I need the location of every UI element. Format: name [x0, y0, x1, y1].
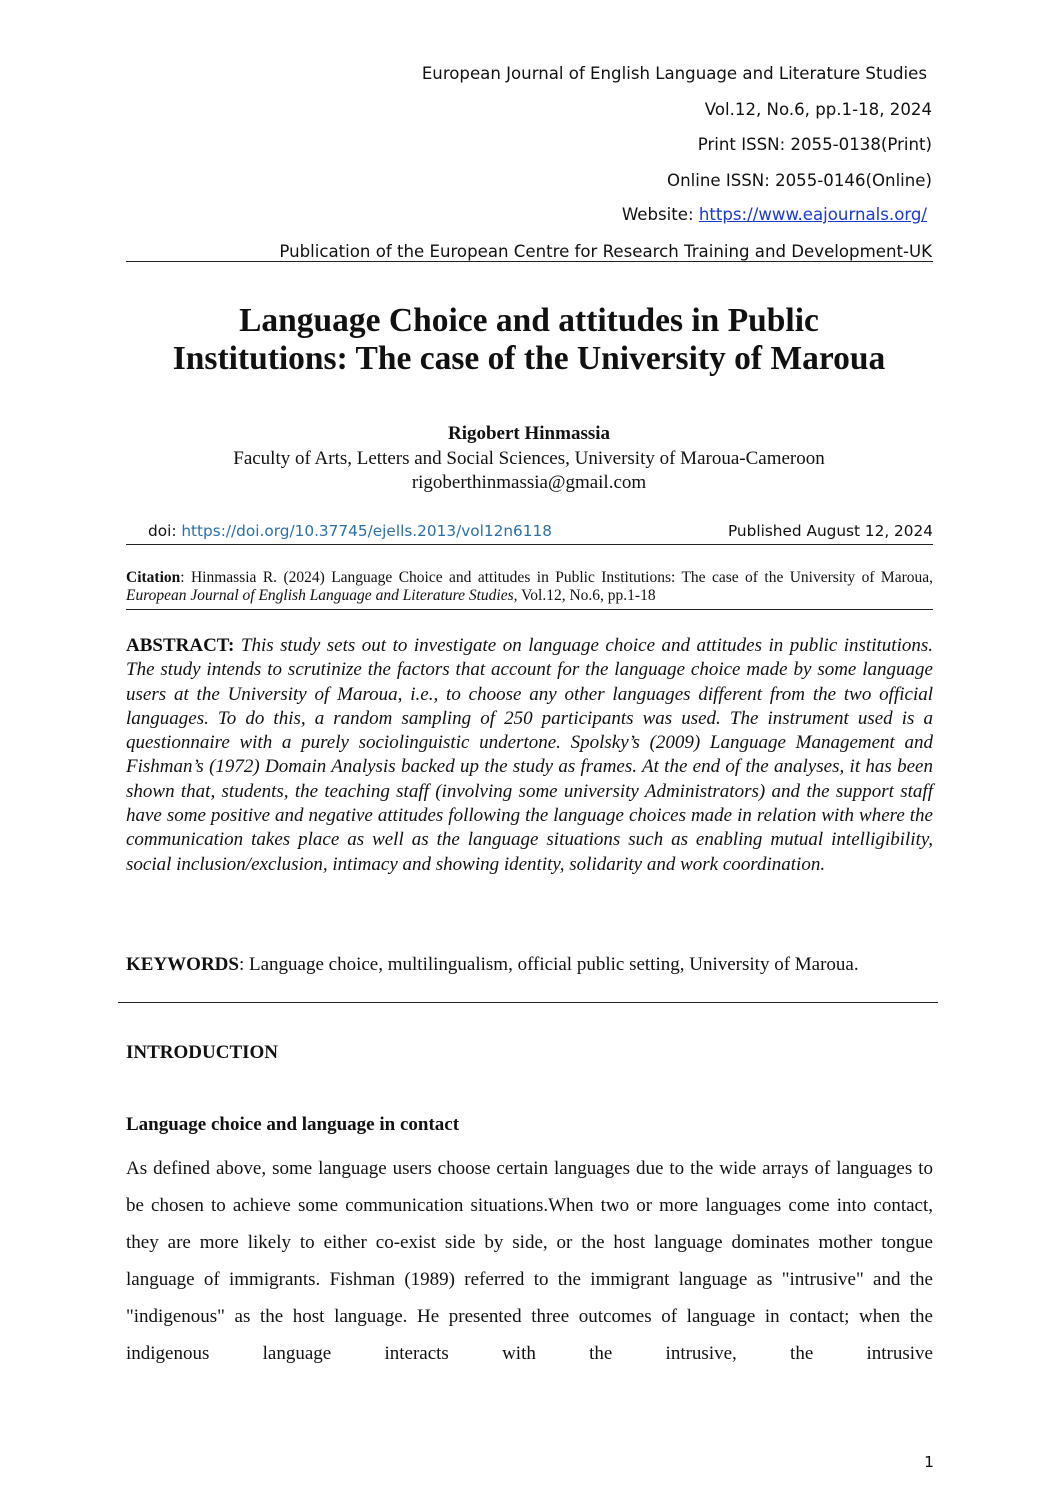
abstract-label: ABSTRACT:	[126, 635, 235, 656]
keywords	[126, 953, 933, 977]
abstract-text: This study sets out to investigate on language choice and attitudes in public institutions. The study intends to scrutinize the factors that account for the language choice made by some language users at the University of Maroua, i.e., to choose any other languages different from the two official languages. To do this, a random sampling of 250 participants was used. The instrument used is a questionnaire with a purely sociolinguistic undertone. Spolsky’s (2009) Language Management and Fishman’s (1972) Domain Analysis backed up the study as frames. At the end of the analyses, it has been shown that, students, the teaching staff (involving some university Administrators) and the support staff have some positive and negative attitudes following the language choices made in relation with where the communication takes place as well as the language situations such as enabling mutual intelligibility, social inclusion/exclusion, intimacy and showing identity, solidarity and work coordination.	[126, 635, 933, 875]
publisher-line: Publication of the European Centre for Research Training and Development-UK	[279, 242, 932, 261]
title-line-2: Institutions: The case of the University of Maroua	[172, 340, 886, 377]
author-block	[100, 422, 958, 496]
introduction-heading: INTRODUCTION	[126, 1042, 279, 1063]
citation-label: Citation	[126, 569, 181, 586]
volume-info: Vol.12, No.6, pp.1-18, 2024	[704, 100, 932, 119]
article-title	[100, 302, 958, 378]
header-divider	[126, 261, 933, 262]
keywords-text: : Language choice, multilingualism, official public setting, University of Maroua.	[238, 954, 859, 975]
doi-label: doi:	[148, 522, 182, 540]
website-label: Website:	[621, 205, 699, 224]
published-date: Published August 12, 2024	[727, 522, 933, 540]
citation-divider	[126, 609, 933, 610]
abstract	[126, 634, 933, 877]
title-line-1: Language Choice and attitudes in Public	[239, 302, 819, 339]
print-issn: Print ISSN: 2055-0138(Print)	[697, 135, 932, 154]
author-name: Rigobert Hinmassia	[447, 423, 611, 444]
website-line	[622, 205, 927, 224]
page-number: 1	[924, 1453, 934, 1471]
body-paragraph: As defined above, some language users choose certain languages due to the wide arrays of languages to be chosen to achieve some communication situations.When two or more languages come into contact, they are more likely to either co-exist side by side, or the host language dominates mother tongue language of immigrants. Fishman (1989) referred to the immigrant language as "intrusive" and the "indigenous" as the host language. He presented three outcomes of language in contact; when the indigenous language interacts with the intrusive, the intrusive	[126, 1158, 933, 1365]
doi-divider	[126, 544, 933, 545]
keywords-label: KEYWORDS	[126, 954, 239, 975]
keywords-divider	[118, 1002, 938, 1003]
author-affiliation: Faculty of Arts, Letters and Social Sciences, University of Maroua-Cameroon	[233, 447, 825, 469]
section-subheading: Language choice and language in contact	[126, 1114, 460, 1135]
doi-link[interactable]: https://doi.org/10.37745/ejells.2013/vol12n6118	[181, 522, 552, 540]
website-link[interactable]: https://www.eajournals.org/	[698, 205, 927, 224]
citation-text: : Hinmassia R. (2024) Language Choice and attitudes in Public Institutions: The case of the University of Maroua,	[180, 569, 933, 586]
doi-row	[148, 522, 933, 540]
citation-details: , Vol.12, No.6, pp.1-18	[513, 586, 656, 604]
citation-journal: European Journal of English Language and Literature Studies	[126, 586, 514, 604]
citation	[126, 569, 933, 604]
online-issn: Online ISSN: 2055-0146(Online)	[667, 171, 932, 190]
author-email: rigoberthinmassia@gmail.com	[411, 472, 647, 493]
journal-name: European Journal of English Language and Literature Studies	[421, 64, 927, 83]
